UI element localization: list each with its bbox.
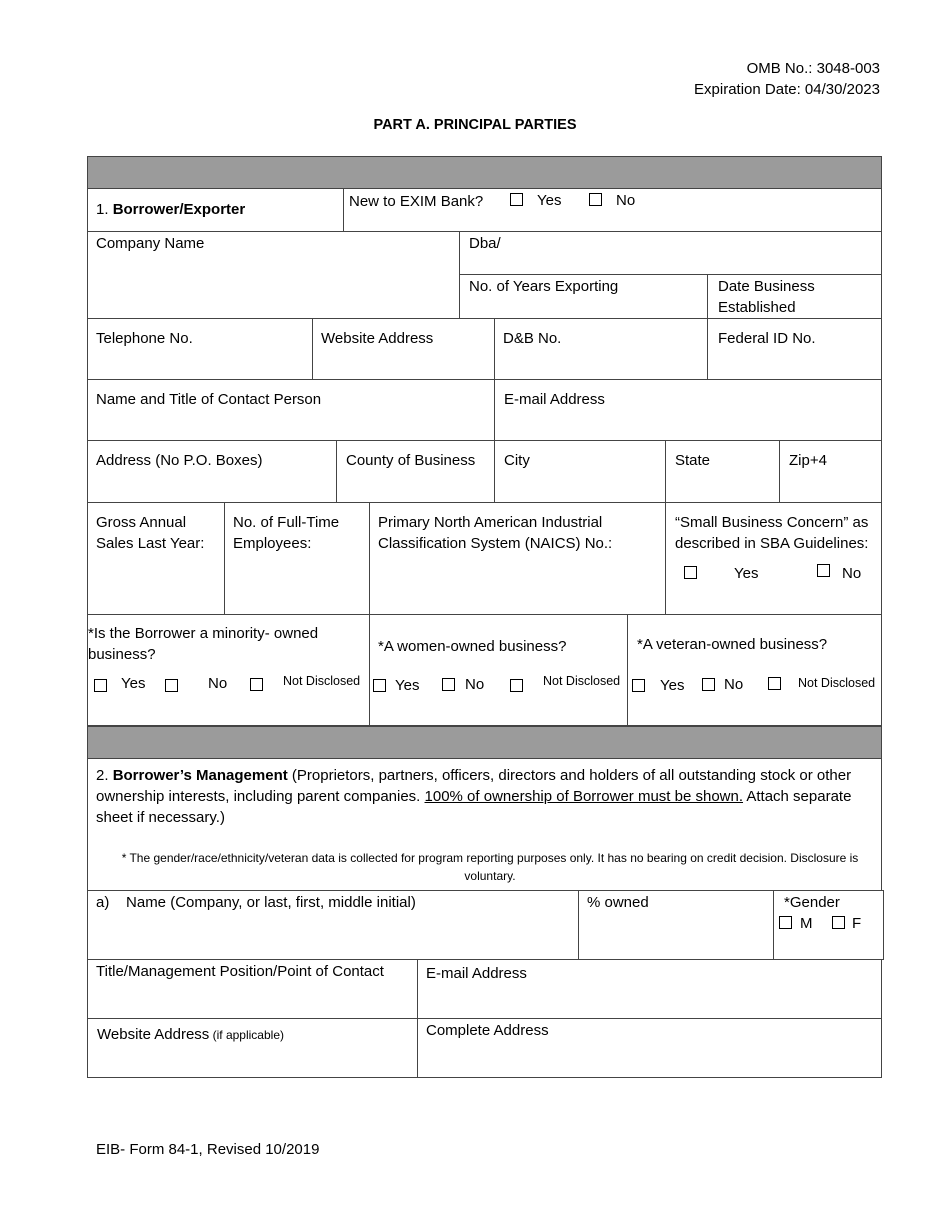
owner-name-label: Name (Company, or last, first, middle initial)	[126, 894, 416, 911]
section1-number: 1.	[96, 201, 113, 218]
divider	[881, 759, 882, 891]
zip-field[interactable]: Zip+4	[789, 452, 827, 469]
minority-no-label: No	[208, 675, 228, 692]
gender-female-label: F	[852, 915, 862, 932]
section1-header-bar	[87, 156, 882, 189]
divider	[312, 318, 313, 379]
veteran-not-disclosed-label: Not Disclosed	[798, 676, 876, 690]
divider	[343, 189, 344, 231]
new-to-exim-yes-label: Yes	[537, 192, 562, 209]
gender-male-checkbox[interactable]	[779, 916, 792, 929]
email-field[interactable]: E-mail Address	[504, 391, 605, 408]
women-not-disclosed-checkbox[interactable]	[510, 679, 523, 692]
new-to-exim-no-label: No	[616, 192, 636, 209]
company-name-field[interactable]: Company Name	[96, 235, 205, 252]
small-business-label: “Small Business Concern” as described in SBA Guidelines:	[675, 514, 869, 552]
women-no-checkbox[interactable]	[442, 678, 455, 691]
omb-info	[694, 58, 880, 100]
divider	[773, 890, 774, 960]
expiration-date: Expiration Date: 04/30/2023	[694, 81, 880, 98]
gender-female-checkbox[interactable]	[832, 916, 845, 929]
divider	[336, 440, 337, 502]
minority-not-disclosed-label: Not Disclosed	[283, 674, 361, 688]
divider	[627, 614, 628, 726]
part-title: PART A. PRINCIPAL PARTIES	[373, 117, 577, 133]
form-id: EIB- Form 84-1, Revised 10/2019	[96, 1141, 320, 1158]
owner-name-field[interactable]	[96, 892, 416, 913]
percent-owned-field[interactable]: % owned	[587, 894, 649, 911]
divider	[494, 318, 495, 502]
county-field[interactable]: County of Business	[346, 452, 476, 469]
telephone-field[interactable]: Telephone No.	[96, 330, 193, 347]
complete-address-field[interactable]: Complete Address	[426, 1022, 549, 1039]
gross-sales-field[interactable]: Gross Annual Sales Last Year:	[96, 514, 205, 552]
veteran-no-label: No	[724, 676, 744, 693]
veteran-no-checkbox[interactable]	[702, 678, 715, 691]
management-website-field[interactable]	[97, 1024, 284, 1046]
federal-id-field[interactable]: Federal ID No.	[718, 330, 816, 347]
divider	[87, 440, 882, 441]
divider	[87, 759, 88, 891]
gender-label: *Gender	[784, 894, 840, 911]
contact-person-field[interactable]: Name and Title of Contact Person	[96, 391, 322, 408]
divider	[87, 614, 882, 615]
ownership-requirement: 100% of ownership of Borrower must be shown.	[424, 788, 744, 805]
veteran-owned-label: *A veteran-owned business?	[637, 636, 828, 653]
new-to-exim-no-checkbox[interactable]	[589, 193, 602, 206]
women-yes-checkbox[interactable]	[373, 679, 386, 692]
voluntary-disclaimer: * The gender/race/ethnicity/veteran data is collected for program reporting purposes only. It has no bearing on credit decision. Disclosure is voluntary.	[121, 851, 859, 883]
dba-field[interactable]: Dba/	[469, 235, 501, 252]
divider	[459, 274, 882, 275]
management-description	[96, 765, 876, 828]
minority-yes-checkbox[interactable]	[94, 679, 107, 692]
management-desc-text-2: Attach separate sheet if necessary.)	[96, 788, 852, 826]
women-no-label: No	[465, 676, 485, 693]
omb-number: OMB No.: 3048-003	[746, 60, 880, 77]
divider	[224, 502, 225, 614]
small-business-yes-label: Yes	[734, 565, 759, 582]
section1-label: Borrower/Exporter	[112, 201, 246, 218]
website-field[interactable]: Website Address	[321, 330, 434, 347]
minority-owned-label: *Is the Borrower a minority- owned business?	[88, 625, 319, 663]
website-note: (if applicable)	[209, 1028, 284, 1042]
small-business-no-checkbox[interactable]	[817, 564, 830, 577]
women-not-disclosed-label: Not Disclosed	[543, 674, 621, 688]
women-yes-label: Yes	[395, 677, 420, 694]
section2-label: Borrower’s Management	[112, 767, 288, 784]
new-to-exim-label: New to EXIM Bank?	[349, 193, 484, 210]
veteran-yes-checkbox[interactable]	[632, 679, 645, 692]
employees-field[interactable]: No. of Full-Time Employees:	[233, 514, 340, 552]
state-field[interactable]: State	[675, 452, 711, 469]
divider	[87, 1018, 882, 1019]
naics-field[interactable]: Primary North American Industrial Classification System (NAICS) No.:	[378, 514, 613, 552]
women-owned-label: *A women-owned business?	[378, 638, 567, 655]
new-to-exim-yes-checkbox[interactable]	[510, 193, 523, 206]
years-exporting-field[interactable]: No. of Years Exporting	[469, 278, 619, 295]
address-field[interactable]: Address (No P.O. Boxes)	[96, 452, 263, 469]
divider	[707, 274, 708, 379]
divider	[578, 890, 579, 960]
section2-number: 2.	[96, 767, 113, 784]
minority-yes-label: Yes	[121, 675, 146, 692]
city-field[interactable]: City	[504, 452, 530, 469]
management-desc-text: (Proprietors, partners, officers, directors and holders of all outstanding stock or other ownership interests, including parent companies.	[96, 767, 852, 805]
date-established-field[interactable]: Date Business Established	[718, 278, 815, 316]
title-position-field[interactable]: Title/Management Position/Point of Contact	[96, 963, 384, 980]
minority-no-checkbox[interactable]	[165, 679, 178, 692]
divider	[665, 440, 666, 614]
borrower-exporter-heading	[96, 199, 245, 220]
small-business-yes-checkbox[interactable]	[684, 566, 697, 579]
dnb-field[interactable]: D&B No.	[503, 330, 562, 347]
section2-header-bar	[87, 726, 882, 759]
minority-not-disclosed-checkbox[interactable]	[250, 678, 263, 691]
divider	[779, 440, 780, 502]
website-label: Website Address	[97, 1026, 210, 1043]
small-business-no-label: No	[842, 565, 862, 582]
divider	[87, 231, 882, 232]
veteran-yes-label: Yes	[660, 677, 685, 694]
divider	[87, 502, 882, 503]
divider	[87, 379, 882, 380]
owner-letter: a)	[96, 894, 110, 911]
gender-male-label: M	[800, 915, 813, 932]
management-email-field[interactable]: E-mail Address	[426, 965, 527, 982]
veteran-not-disclosed-checkbox[interactable]	[768, 677, 781, 690]
divider	[87, 318, 882, 319]
